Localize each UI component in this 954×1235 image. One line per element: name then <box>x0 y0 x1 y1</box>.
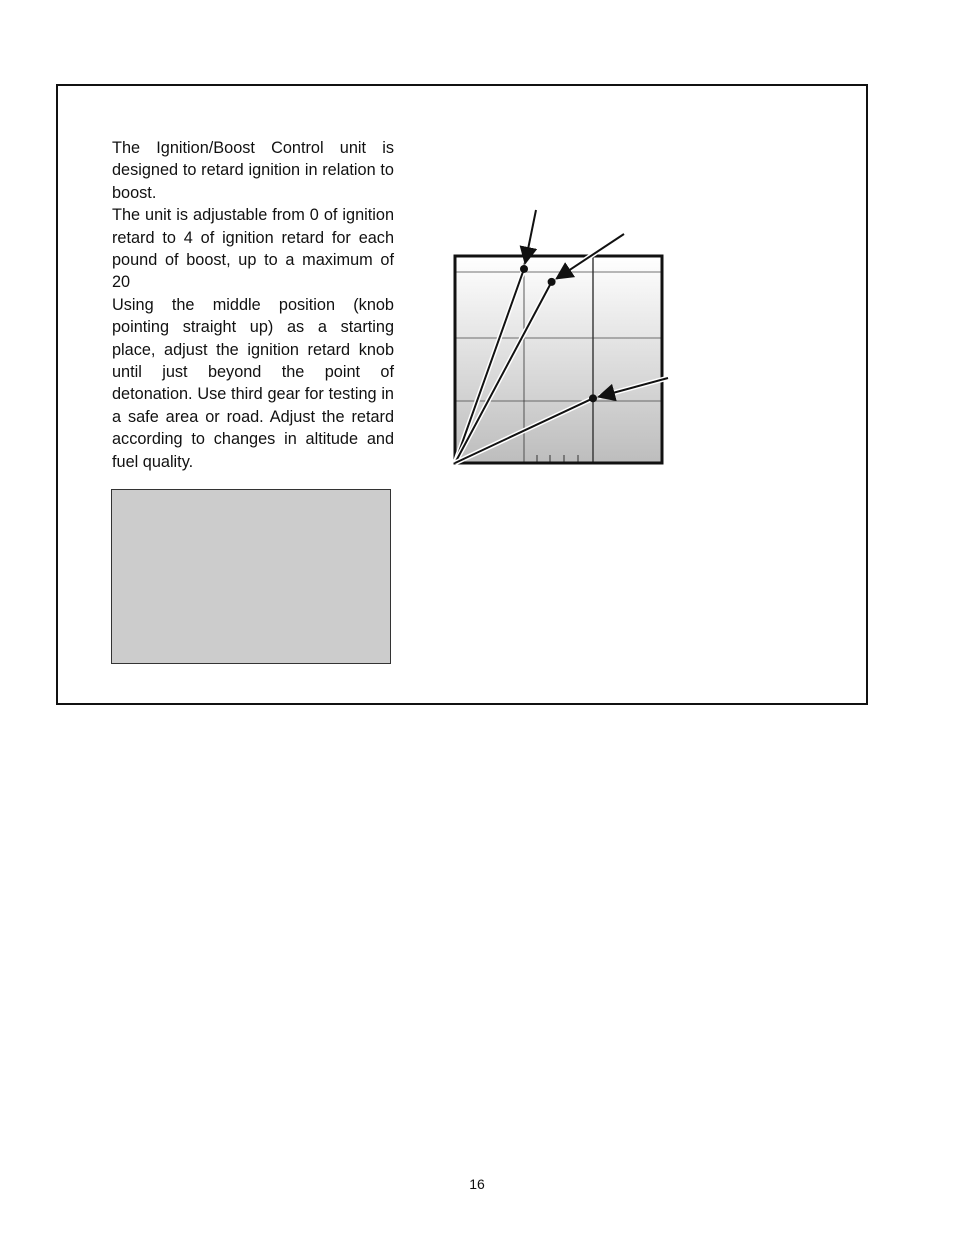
chart-plot-area <box>455 210 668 463</box>
image-placeholder <box>111 489 391 664</box>
instructions-paragraph-3: Using the middle position (knob pointing straight up) as a starting place, adjust the ignition retard knob until just beyond the point of detonation. Use third gear for testing in a safe area or road. Adjust the retard according to changes in altitude and fuel quality. <box>112 295 394 471</box>
retard-chart <box>440 200 680 480</box>
page-number: 16 <box>469 1176 485 1192</box>
data-point-2 <box>589 394 597 402</box>
instructions-text <box>112 137 394 473</box>
data-point-1 <box>548 278 556 286</box>
data-point-0 <box>520 265 528 273</box>
instructions-paragraph-1: The Ignition/Boost Control unit is designed to retard ignition in relation to boost. <box>112 139 394 202</box>
chart-background <box>455 256 662 463</box>
instructions-paragraph-2: The unit is adjustable from 0 of ignition retard to 4 of ignition retard for each pound of boost, up to a maximum of 20 <box>112 206 394 292</box>
